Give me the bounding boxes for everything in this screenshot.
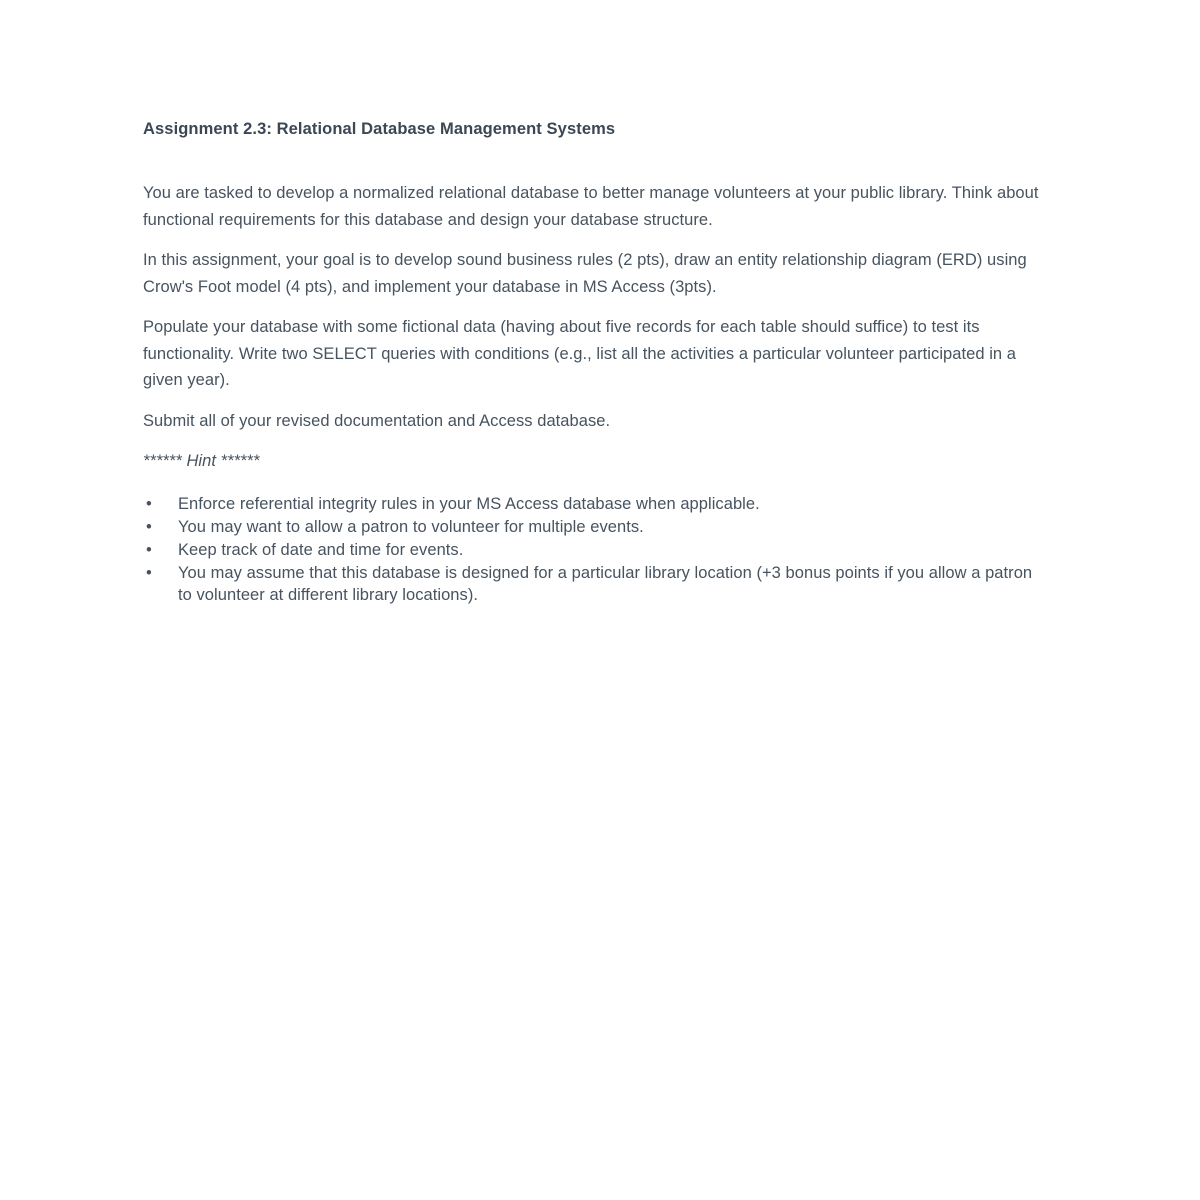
document-body bbox=[143, 118, 1043, 606]
list-item bbox=[143, 493, 1043, 515]
bullet-icon: • bbox=[146, 494, 152, 513]
list-item bbox=[143, 539, 1043, 561]
bullet-icon: • bbox=[146, 563, 152, 582]
list-item-label: Enforce referential integrity rules in your MS Access database when applicable. bbox=[178, 494, 760, 513]
paragraph-submit: Submit all of your revised documentation and Access database. bbox=[143, 411, 611, 430]
title-spacer bbox=[143, 140, 1043, 180]
bullet-icon: • bbox=[146, 517, 152, 536]
hint-bullet-list bbox=[143, 493, 1043, 606]
list-item-label: Keep track of date and time for events. bbox=[178, 540, 464, 559]
paragraph-populate-database: Populate your database with some fictional data (having about five records for each table should suffice) to test its functionality. Write two SELECT queries with conditions (e.g., list all the activities a particular volunteer participated in a given year). bbox=[143, 318, 1017, 389]
bullet-icon: • bbox=[146, 540, 152, 559]
hint-heading: ****** Hint ****** bbox=[143, 452, 260, 470]
list-item bbox=[143, 562, 1043, 606]
list-item-label: You may assume that this database is designed for a particular library location (+3 bonus points if you allow a patron to volunteer at different library locations). bbox=[178, 563, 1033, 604]
paragraph-intro: You are tasked to develop a normalized relational database to better manage volunteers at your public library. Think about functional requirements for this database and design your database structure. bbox=[143, 184, 1039, 229]
list-item bbox=[143, 516, 1043, 538]
page-title: Assignment 2.3: Relational Database Management Systems bbox=[143, 120, 616, 138]
paragraph-assignment-goal: In this assignment, your goal is to develop sound business rules (2 pts), draw an entity relationship diagram (ERD) using Crow's Foot model (4 pts), and implement your database in MS Access (3pts). bbox=[143, 251, 1027, 296]
list-item-label: You may want to allow a patron to volunteer for multiple events. bbox=[178, 517, 644, 536]
